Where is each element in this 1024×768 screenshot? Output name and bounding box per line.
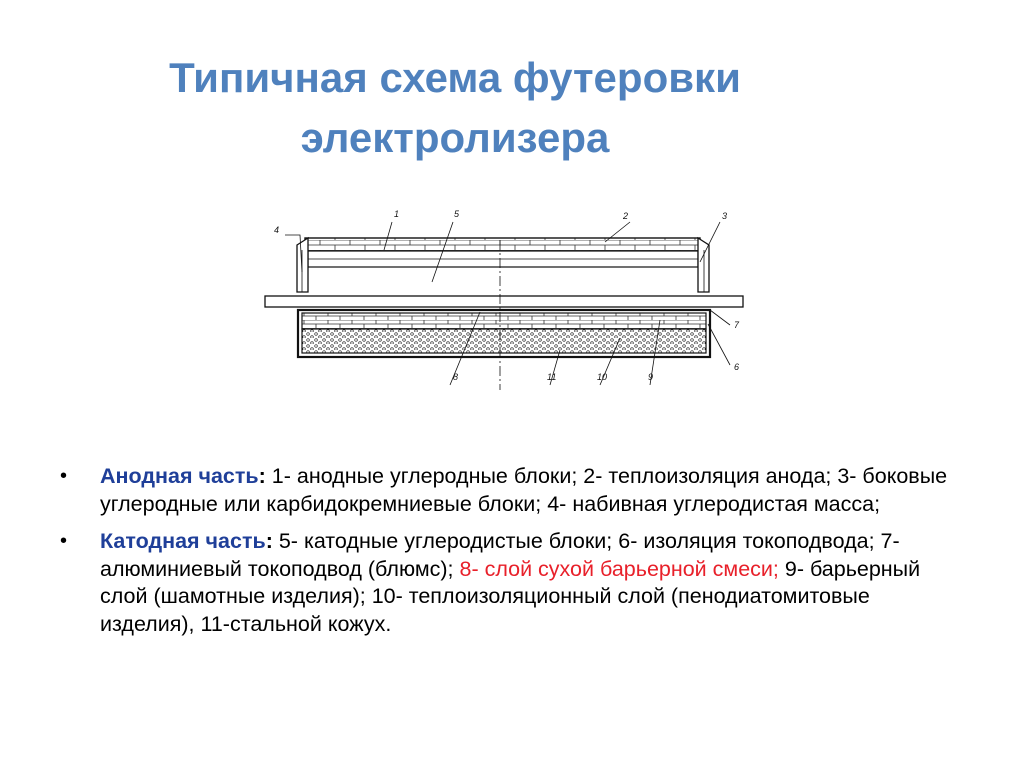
callout-8: 8: [453, 372, 459, 382]
bullet-dot-icon: •: [60, 530, 68, 552]
callout-7: 7: [734, 320, 740, 330]
bullet-highlight: 8- слой сухой барьерной смеси;: [459, 556, 779, 581]
bullet-cathode: [60, 528, 960, 638]
side-block-right: [698, 238, 709, 292]
callout-11: 11: [547, 372, 557, 382]
callout-2: 2: [623, 211, 629, 221]
bullet-lead: Анодная часть: [100, 464, 259, 488]
bullet-text-after: 9- барьерный слой (шамотные изделия); 10- теплоизоляционный слой (пенодиатомитовые изделия), 11-стальной кожух.: [100, 556, 921, 636]
insulation-layer: [302, 329, 706, 353]
callout-3: 3: [722, 211, 728, 221]
callout-4: 4: [274, 225, 280, 235]
callout-6: 6: [734, 362, 740, 372]
callout-5: 5: [454, 209, 460, 219]
bullet-colon: :: [258, 464, 266, 488]
side-block-left: [297, 238, 308, 292]
anode-insulation: [305, 238, 700, 251]
callout-9: 9: [648, 372, 654, 382]
barrier-layer: [302, 313, 706, 329]
bullet-dot-icon: •: [60, 465, 68, 487]
title-line-2: электролизера: [300, 114, 610, 161]
bullet-colon: :: [265, 529, 273, 553]
electrolyzer-lining-diagram: [250, 200, 770, 400]
bullet-lead: Катодная часть: [100, 529, 266, 553]
lining-schematic: [250, 200, 770, 400]
bullet-anode: [60, 463, 960, 518]
title-line-1: Типичная схема футеровки: [169, 54, 741, 101]
callout-1: 1: [394, 209, 400, 219]
page-title: [150, 48, 760, 168]
callout-10: 10: [597, 372, 608, 382]
legend-list: [60, 463, 960, 648]
collector-bar: [265, 296, 743, 307]
bullet-text: 1- анодные углеродные блоки; 2- теплоизоляция анода; 3- боковые углеродные или карбидокремниевые блоки; 4- набивная углеродистая масса;: [100, 464, 948, 516]
bullet-text: 5- катодные углеродистые блоки; 6- изоляция токоподвода; 7- алюминиевый токоподвод (блюмс);: [100, 529, 900, 581]
